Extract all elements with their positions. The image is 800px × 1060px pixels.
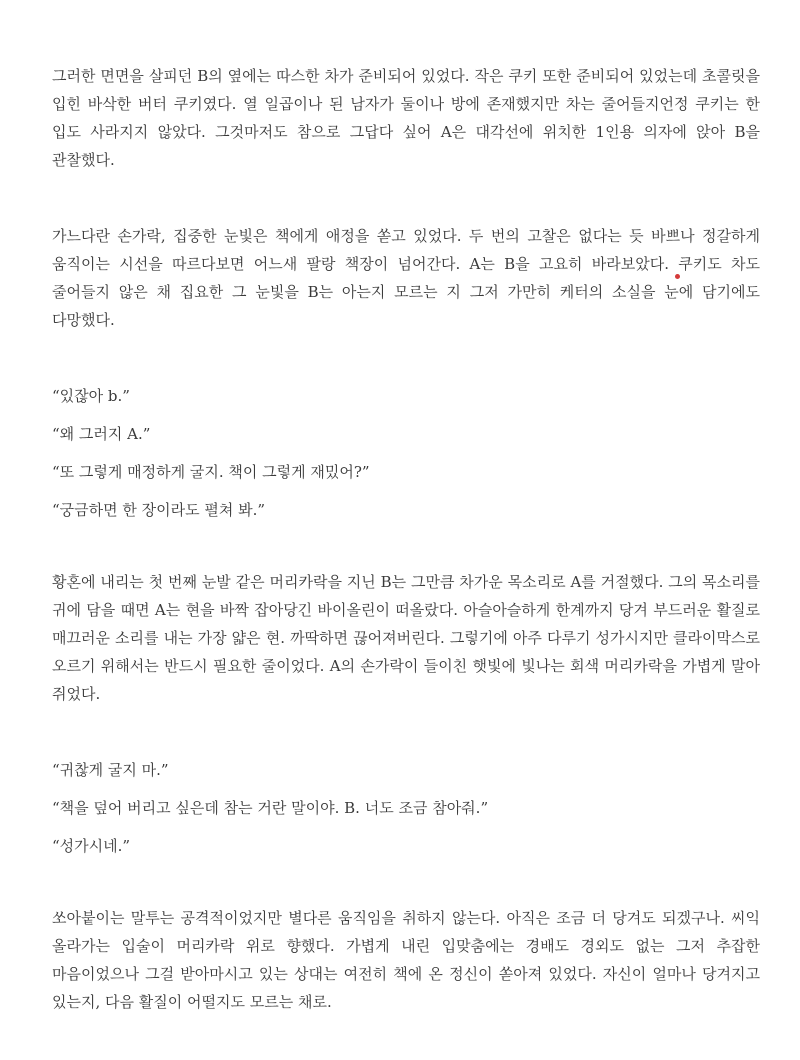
paragraph-4: 쏘아붙이는 말투는 공격적이었지만 별다른 움직임을 취하지 않는다. 아직은 조금 더 당겨도 되겠구나. 씨익 올라가는 입술이 머리카락 위로 향했다. 가볍게 내린 입맞춤에는 경배도 경외도 없는 그저 추잡한 마음이었으나 그걸 받아마시고 있는 상대는 여전히 책에 온 정신이 쏟아져 있었다. 자신이 얼마나 당겨지고 있는지, 다음 활질이 어떨지도 모르는 채로. xyxy=(52,909,760,1011)
dialogue-line-6: “책을 덮어 버리고 싶은데 참는 거란 말이야. B. 너도 조금 참아줘.” xyxy=(52,799,489,817)
dialogue-line-4: “궁금하면 한 장이라도 펼쳐 봐.” xyxy=(52,501,266,519)
dialogue-line-2: “왜 그러지 A.” xyxy=(52,425,151,443)
paragraph-gap xyxy=(52,708,760,756)
paragraph-gap xyxy=(52,174,760,222)
paragraph-3: 황혼에 내리는 첫 번째 눈발 같은 머리카락을 지닌 B는 그만큼 차가운 목소리로 A를 거절했다. 그의 목소리를 귀에 담을 때면 A는 현을 바짝 잡아당긴 바이올린이 떠올랐다. 아슬아슬하게 한계까지 당겨 부드러운 활질로 매끄러운 소리를 내는 가장 얇은 현. 까딱하면 끊어져버린다. 그렇기에 아주 다루기 성가시지만 클라이막스로 오르기 위해서는 반드시 필요한 줄이었다. A의 손가락이 들이친 햇빛에 빛나는 회색 머리카락을 가볍게 말아 쥐었다. xyxy=(52,573,760,703)
paragraph-1: 그러한 면면을 살피던 B의 옆에는 따스한 차가 준비되어 있었다. 작은 쿠키 또한 준비되어 있었는데 초콜릿을 입힌 바삭한 버터 쿠키였다. 열 일곱이나 된 남자가 둘이나 방에 존재했지만 차는 줄어들지언정 쿠키는 한 입도 사라지지 않았다. 그것마저도 참으로 그답다 싶어 A은 대각선에 위치한 1인용 의자에 앉아 B을 관찰했다. xyxy=(52,67,760,169)
paragraph-gap xyxy=(52,524,760,568)
dialogue-line-7: “성가시네.” xyxy=(52,837,131,855)
dialogue-line-1: “있잖아 b.” xyxy=(52,387,130,405)
paragraph-gap xyxy=(52,334,760,382)
paragraph-gap xyxy=(52,860,760,904)
dialogue-line-3: “또 그렇게 매정하게 굴지. 책이 그렇게 재밌어?” xyxy=(52,463,370,481)
red-dot-marker xyxy=(675,274,680,279)
paragraph-2: 가느다란 손가락, 집중한 눈빛은 책에게 애정을 쏟고 있었다. 두 번의 고찰은 없다는 듯 바쁘나 정갈하게 움직이는 시선을 따르다보면 어느새 팔랑 책장이 넘어간다. A는 B을 고요히 바라보았다. 쿠키도 차도 줄어들지 않은 채 집요한 그 눈빛을 B는 아는지 모르는 지 그저 가만히 케터의 소실을 눈에 담기에도 다망했다. xyxy=(52,227,760,329)
dialogue-line-5: “귀찮게 굴지 마.” xyxy=(52,761,169,779)
